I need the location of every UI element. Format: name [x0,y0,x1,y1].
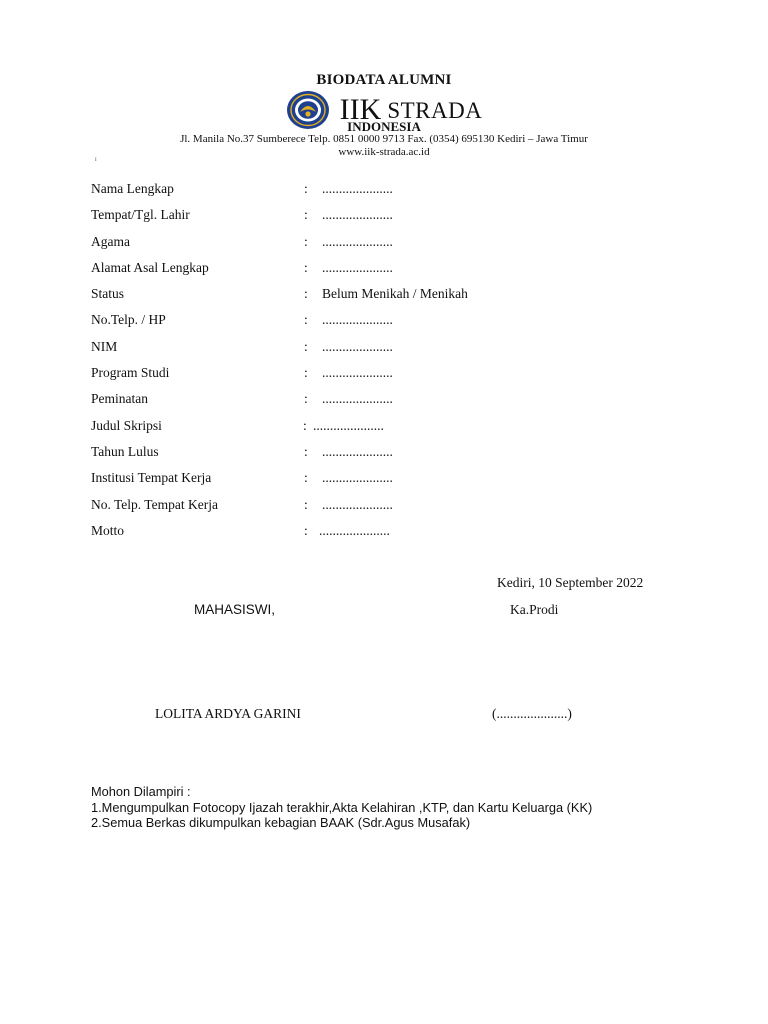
form-row-nim [91,338,651,364]
field-value: ..................... [322,312,393,328]
field-value: ..................... [313,417,384,433]
field-colon: : [304,443,308,459]
field-colon: : [304,259,308,275]
field-value: ..................... [322,391,393,407]
field-label: No.Telp. / HP [91,312,166,328]
field-value: ..................... [322,338,393,354]
field-label: Institusi Tempat Kerja [91,470,212,486]
field-colon: : [304,338,308,354]
form-row-telp-tempat-kerja [91,496,651,522]
website-line: www.iik-strada.ac.id [338,146,430,158]
field-label: No. Telp. Tempat Kerja [91,496,218,512]
attachment-notes [91,784,592,831]
field-label: Tahun Lulus [91,443,159,459]
student-signature-title: MAHASISWI, [194,602,276,617]
field-colon: : [304,181,308,196]
form-row-tahun-lulus [91,443,651,469]
form-row-telp-hp [91,311,651,337]
field-value: ..................... [319,522,390,538]
field-colon: : [304,470,308,486]
form-row-judul-skripsi [91,417,651,443]
form-row-institusi-kerja [91,469,651,495]
field-label: Status [91,286,125,302]
field-colon: : [303,417,307,433]
brand-main: IIK [339,93,382,126]
form-row-alamat-asal [91,259,651,285]
field-colon: : [304,286,308,302]
field-label: Program Studi [91,365,170,381]
field-label: Peminatan [91,391,148,407]
field-value: ..................... [322,259,393,275]
field-label: Agama [91,233,130,249]
field-colon: : [304,207,308,223]
field-label: Tempat/Tgl. Lahir [91,207,190,223]
form-row-program-studi [91,364,651,390]
form-row-nama-lengkap [91,180,651,206]
field-label: NIM [91,338,118,354]
document-title: BIODATA ALUMNI [316,72,452,88]
small-mark: I [95,158,97,163]
field-value: ..................... [322,233,393,249]
form-row-motto [91,522,651,548]
field-colon: : [304,365,308,381]
form-row-peminatan [91,390,651,416]
field-value: Belum Menikah / Menikah [322,286,468,302]
brand-subtitle: INDONESIA [347,119,421,134]
brand-second: STRADA [387,97,483,123]
signature-date: Kediri, 10 September 2022 [497,575,644,590]
field-colon: : [304,233,308,249]
field-value: ..................... [322,496,393,512]
notes-heading: Mohon Dilampiri : [91,784,191,799]
field-value: ..................... [322,181,393,196]
field-value: ..................... [322,443,393,459]
form-row-tempat-tgl-lahir [91,206,651,232]
field-label: Judul Skripsi [91,417,162,433]
field-label: Alamat Asal Lengkap [91,259,209,275]
field-colon: : [304,391,308,407]
field-value: ..................... [322,365,393,381]
student-name: LOLITA ARDYA GARINI [155,706,301,721]
field-label: Nama Lengkap [91,181,174,196]
head-name-placeholder: (.....................) [492,706,572,721]
field-label: Motto [91,522,125,538]
field-colon: : [304,522,308,538]
address-line: Jl. Manila No.37 Sumberece Telp. 0851 0000 9713 Fax. (0354) 695130 Kediri – Jawa Timur [180,133,588,145]
biodata-form [91,180,651,548]
form-row-status [91,285,651,311]
field-value: ..................... [322,207,393,223]
notes-item: 1.Mengumpulkan Fotocopy Ijazah terakhir,Akta Kelahiran ,KTP, dan Kartu Keluarga (KK) [91,799,593,815]
field-colon: : [304,496,308,512]
field-colon: : [304,312,308,328]
form-row-agama [91,233,651,259]
notes-item: 2.Semua Berkas dikumpulkan kebagian BAAK (Sdr.Agus Musafak) [91,815,471,830]
address-block [0,133,768,159]
head-signature-title: Ka.Prodi [510,602,559,617]
field-value: ..................... [322,470,393,486]
